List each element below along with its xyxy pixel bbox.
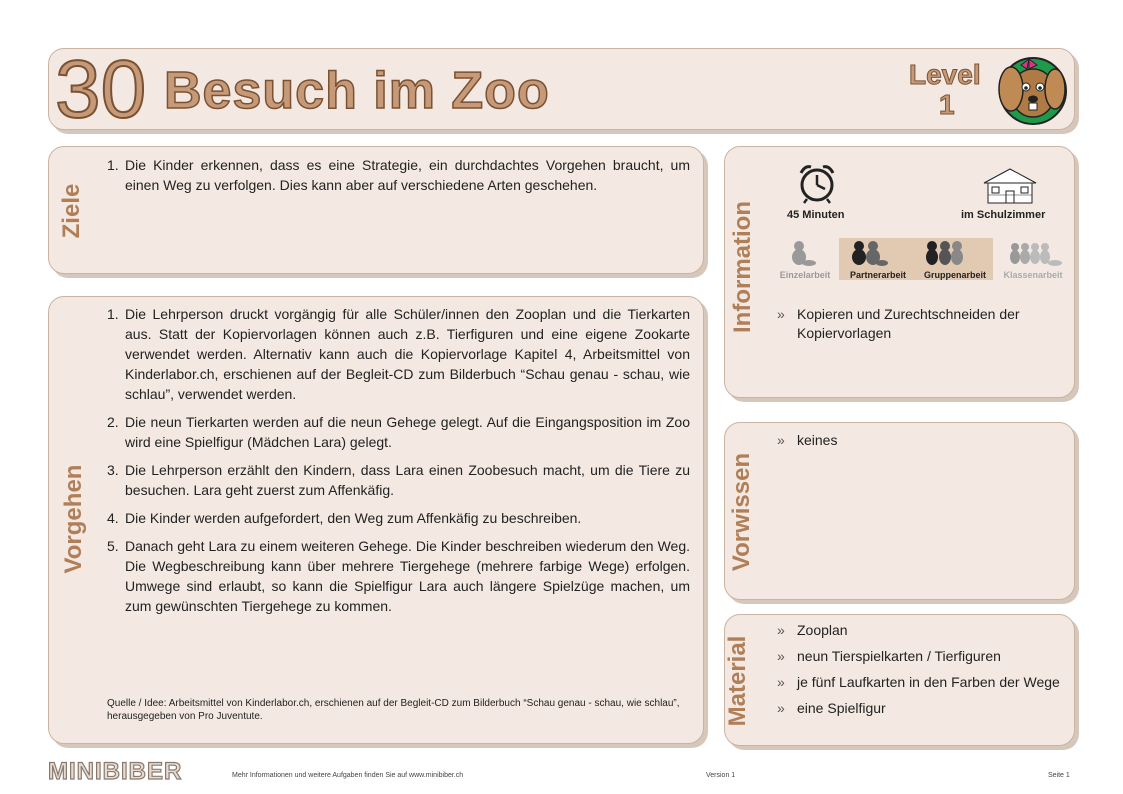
single-beaver-icon	[787, 239, 817, 267]
material-list	[771, 621, 1061, 725]
class-beavers-icon	[1007, 239, 1063, 267]
source-note: Quelle / Idee: Arbeitsmittel von Kinderlabor.ch, erschienen auf der Begleit-CD zum Bilderbuch “Schau genau - schau, wie schlau”, herausgegeben von Pro Juventute.	[107, 698, 680, 722]
prior-knowledge-list	[771, 431, 1061, 457]
alarm-clock-icon	[795, 161, 839, 205]
list-item: » keines	[777, 432, 838, 448]
list-item: » neun Tierspielkarten / Tierfiguren	[777, 648, 1001, 664]
information-list	[771, 305, 1061, 350]
goals-section	[48, 146, 704, 274]
footer-info: Mehr Informationen und weitere Aufgaben finden Sie auf www.minibiber.ch	[232, 772, 464, 779]
information-section	[724, 146, 1075, 398]
list-item: 4. Die Kinder werden aufgefordert, den Weg zum Affenkäfig zu beschreiben.	[107, 510, 582, 526]
group-beavers-icon	[923, 239, 967, 267]
page-title: Besuch im Zoo	[164, 62, 550, 120]
level-label: Level	[909, 59, 981, 90]
list-item: 1. Die Kinder erkennen, dass es eine Strategie, ein durchdachtes Vorgehen braucht, um einen Weg zu verfolgen. Dies kann aber auf verschiedene Arten geschehen.	[107, 157, 690, 193]
worktype-single: Einzelarbeit	[779, 270, 831, 280]
schoolhouse-icon	[980, 165, 1040, 205]
location-text: im Schulzimmer	[961, 209, 1046, 221]
pair-beavers-icon	[849, 239, 889, 267]
list-item: 5. Danach geht Lara zu einem weiteren Gehege. Die Kinder beschreiben wiederum den Weg. Die Wegbeschreibung kann über mehrere Tiergehege (mehrere farbige Wege) erfolgen. Umwege sind erlaubt, so kann die Spielfigur Lara auch längere Spielzüge machen, um zum gewünschten Tiergehege zu kommen.	[107, 538, 690, 614]
list-item: 2. Die neun Tierkarten werden auf die neun Gehege gelegt. Auf die Eingangsposition im Zoo wird eine Spielfigur (Mädchen Lara) gelegt.	[107, 414, 690, 450]
material-section	[724, 614, 1075, 746]
goals-list	[107, 155, 690, 203]
title-banner	[48, 44, 1075, 135]
brand-logo: MINIBIBER	[48, 758, 183, 785]
material-label: Material	[724, 635, 751, 727]
list-item: 1. Die Lehrperson druckt vorgängig für alle Schüler/innen den Zooplan und die Tierkarten aus. Statt der Kopiervorlagen können auch z.B. Tierfiguren und eine eigene Zookarte verwendet werden. Alternativ kann auch die Kopiervorlage Kapitel 4, Arbeitsmittel von Kinderlabor.ch, erschienen auf der Begleit-CD zum Bilderbuch “Schau genau - schau, wie schlau”, verwendet werden.	[107, 306, 690, 402]
list-item: » je fünf Laufkarten in den Farben der Wege	[777, 674, 1060, 690]
list-item: 3. Die Lehrperson erzählt den Kindern, dass Lara einen Zoobesuch macht, um die Tiere zu besuchen. Lara geht zuerst zum Affenkäfig.	[107, 462, 690, 498]
information-label: Information	[729, 201, 756, 333]
procedure-section	[48, 296, 704, 744]
duration-text: 45 Minuten	[787, 209, 845, 221]
procedure-list	[107, 304, 690, 624]
list-item: » eine Spielfigur	[777, 700, 886, 716]
prior-knowledge-section	[724, 422, 1075, 600]
prior-knowledge-label: Vorwissen	[728, 452, 755, 572]
footer-page: Seite 1	[1048, 772, 1070, 779]
list-item: » Zooplan	[777, 622, 848, 638]
procedure-label: Vorgehen	[60, 464, 87, 574]
worktype-group: Gruppenarbeit	[923, 270, 986, 280]
worktype-class: Klassenarbeit	[1003, 270, 1063, 280]
level-number: 1	[939, 89, 955, 120]
list-item: » Kopieren und Zurechtschneiden der Kopiervorlagen	[777, 306, 1020, 341]
beaver-logo-icon	[981, 51, 1069, 127]
task-number: 30	[55, 44, 147, 135]
goals-label: Ziele	[58, 183, 85, 239]
footer-version: Version 1	[706, 772, 736, 779]
worktype-pair: Partnerarbeit	[849, 270, 907, 280]
